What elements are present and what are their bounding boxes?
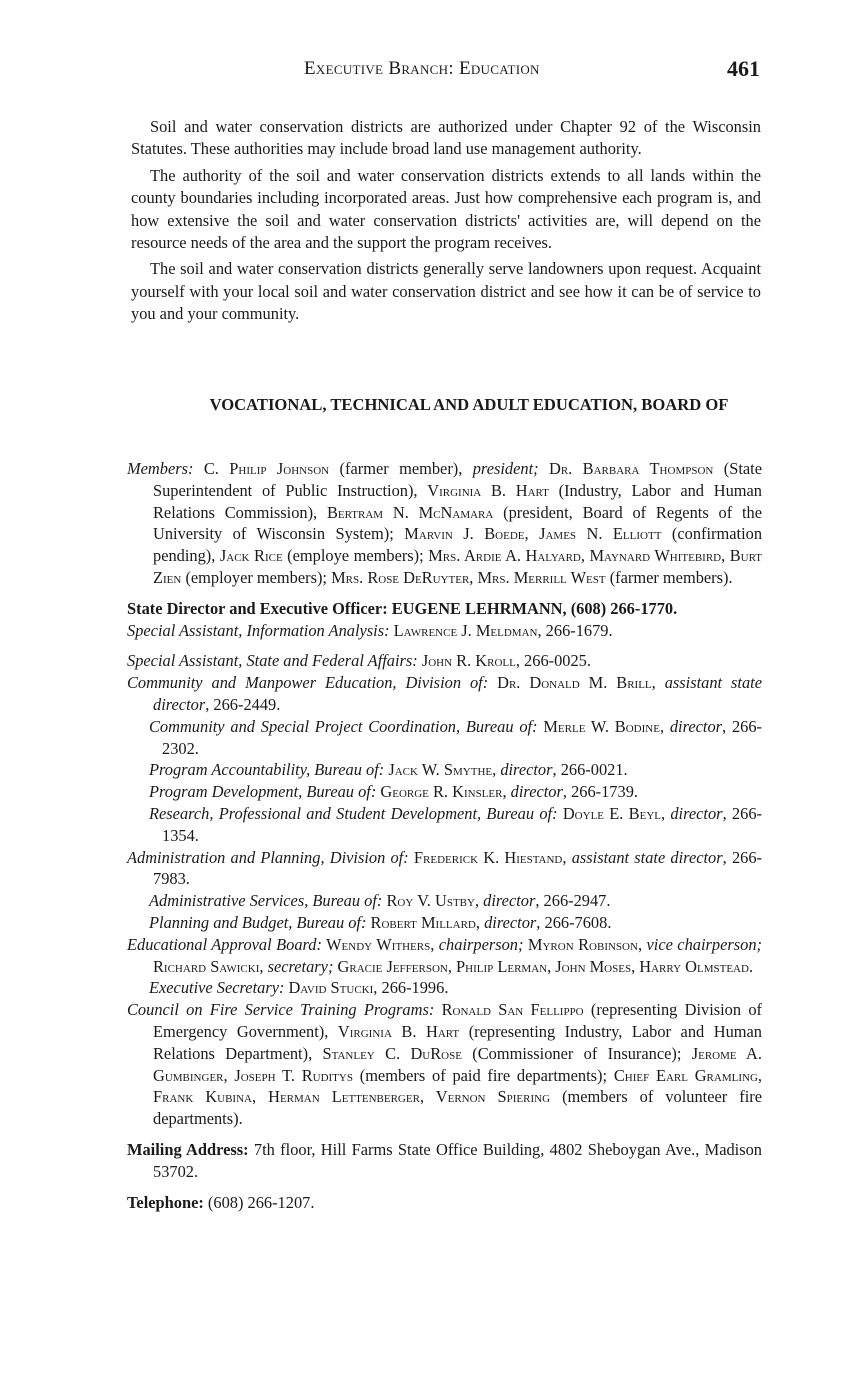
person-role: director [483,891,536,911]
separator: , [651,673,665,693]
page-number: 461 [727,56,760,81]
separator: , [475,912,485,932]
bureau-program-accountability [149,759,762,781]
person-name: Lawrence J. Meldman [389,620,538,640]
entry-label: Mailing Address: [127,1139,249,1159]
separator: , [660,803,671,823]
entry-label: Planning and Budget, Bureau of: [149,912,367,932]
person-name: Jack W. Smythe [384,760,493,780]
person-name: John R. Kroll [417,651,516,671]
running-head [130,58,760,84]
entry-label: Telephone: [127,1192,204,1212]
intro-paragraph: Soil and water conservation districts are authorized under Chapter 92 of the Wisconsin Statutes. These authorities may include broad land use management authority. [131,117,761,159]
member-note: (members of paid fire departments); [352,1065,614,1085]
separator: , [492,760,501,780]
person-name: David Stucki [284,978,374,998]
separator: , [259,956,268,976]
person-role: secretary; [267,956,334,976]
phone: , 266-2947. [535,891,611,911]
person-name: Ronald San Fellippo [434,1000,584,1020]
entry-label: Council on Fire Service Training Programs: [127,1000,435,1020]
person-role: vice chairperson; [646,934,762,954]
phone: , 266-1354. [162,803,762,845]
member-name: Dr. Barbara Thompson [538,459,714,478]
separator: . [748,956,754,976]
entry-label: Community and Special Project Coordination, Bureau of: [149,716,538,736]
member-name: Mrs. Ardie A. Halyard, Maynard Whitebird, Burt Zien [153,546,762,587]
member-name: C. Philip Johnson [203,459,330,478]
entry-label: Research, Professional and Student Development, Bureau of: [149,803,558,823]
member-name: Virginia B. Hart [427,480,549,500]
person-name: Gracie Jefferson, Philip Lerman, John Moses, Harry Olmstead [333,956,749,976]
division-community-manpower [127,672,762,716]
phone: , 266-0025. [515,651,591,671]
separator: , [659,716,670,736]
phone: , 266-2302. [162,716,762,758]
special-assistant-info [127,620,762,642]
phone: , 266-1679. [537,620,613,640]
member-name: Bertram N. McNamara [326,502,494,522]
entry-label: Program Development, Bureau of: [149,782,377,802]
person-name: Virginia B. Hart [337,1021,460,1041]
phone: , 266-2449. [205,694,281,714]
person-role: assistant state director [153,673,762,714]
member-name: Marvin J. Boede, James N. Elliott [404,524,662,544]
separator: , [562,847,572,867]
bureau-program-development [149,781,762,803]
entry-label: Administrative Services, Bureau of: [149,891,383,911]
member-note: (members of volunteer fire departments). [153,1087,762,1129]
member-note: (president, Board of Regents of the University of Wisconsin System); [153,502,762,544]
entry-label: Members: [127,459,194,478]
mailing-address [127,1139,762,1183]
person-role: director [484,912,537,932]
person-name: Frederick K. Hiestand [408,847,563,867]
entry-label: Special Assistant, Information Analysis: [127,620,390,640]
person-name: Merle W. Bodine [537,716,660,736]
person-name: Doyle E. Beyl [557,803,661,823]
telephone [127,1192,762,1214]
person-name: Jerome A. Gumbinger, Joseph T. Ruditys [153,1043,762,1085]
intro-paragraph: The authority of the soil and water conservation districts extends to all lands within the county boundaries including incorporated areas. Just how comprehensive each program is, and how extensive the soil and water conservation districts' activities are, will depend on the resource needs of the area and the support the program receives. [131,165,761,253]
bureau-administrative-services [149,890,762,912]
member-note: (employe members); [282,546,429,566]
separator: , [637,934,647,954]
person-name: Stanley C. DuRose [322,1043,462,1063]
separator: , [502,782,511,802]
person-name: Chief Earl Gramling, Frank Kubina, Herman Lettenberger, Vernon Spiering [153,1065,762,1107]
entry-label: Special Assistant, State and Federal Affairs: [127,651,418,671]
section-heading: VOCATIONAL, TECHNICAL AND ADULT EDUCATION, BOARD OF [209,395,729,414]
separator: , [474,891,484,911]
person-name: Dr. Donald M. Brill [488,673,652,693]
telephone-value: (608) 266-1207. [203,1192,315,1212]
person-name: Robert Millard [366,912,476,932]
member-note: (employer members); [181,567,332,587]
member-note: (Commissioner of Insurance); [461,1043,692,1063]
directory-entries [127,458,762,1213]
phone: , 266-7983. [153,847,762,889]
member-note: (representing Industry, Labor and Human Relations Department), [153,1021,762,1063]
member-note: (confirmation pending), [153,524,763,566]
entry-label: Executive Secretary: [149,978,285,998]
phone: , 266-7608. [536,912,612,932]
entry-label: Program Accountability, Bureau of: [149,760,385,780]
separator: , [430,934,439,954]
educational-approval-board [127,934,762,978]
person-role: director [500,760,553,780]
phone: , 266-1739. [562,782,638,802]
bureau-research-professional [149,803,762,847]
address-value: 7th floor, Hill Farms State Office Building, 4802 Sheboygan Ave., Madison 53702. [153,1139,762,1181]
director-line: State Director and Executive Officer: EUGENE LEHRMANN, (608) 266-1770. [127,598,678,618]
person-role: director [510,782,563,802]
person-name: Myron Robinson [523,934,638,954]
member-name: Jack Rice [219,546,283,566]
special-assistant-state [127,650,762,672]
phone: , 266-1996. [373,978,449,998]
intro-paragraph: The soil and water conservation districts generally serve landowners upon request. Acquaint yourself with your local soil and water conservation district and see how it can be of service to you and your community. [131,259,761,324]
running-title: Executive Branch: Education [304,58,540,79]
person-name: Wendy Withers [321,934,431,954]
person-name: Richard Sawicki [153,956,260,976]
phone: , 266-0021. [552,760,628,780]
entry-label: Administration and Planning, Division of: [127,847,409,867]
person-role: chairperson; [438,934,524,954]
members-entry [127,458,762,589]
person-role: director [670,803,723,823]
person-name: Roy V. Ustby [382,891,475,911]
member-note: (Industry, Labor and Human Relations Commission), [153,480,762,522]
member-name: Mrs. Rose DeRuyter, Mrs. Merrill West [331,567,606,587]
council-fire-service [127,999,762,1130]
entry-label: Educational Approval Board: [127,934,322,954]
bureau-planning-budget [149,912,762,934]
person-role: assistant state director [571,847,723,867]
member-note: (State Superintendent of Public Instruction), [153,459,762,500]
member-role: president; [472,459,539,478]
person-role: director [669,716,723,736]
bureau-community-special-project [149,716,762,760]
member-note: (farmer member), [329,459,473,478]
division-administration-planning [127,847,762,891]
person-name: George R. Kinsler [376,782,503,802]
executive-secretary [149,977,762,999]
entry-label: Community and Manpower Education, Division of: [127,673,489,693]
member-note: (farmer members). [605,567,733,587]
member-note: (representing Division of Emergency Government), [153,1000,762,1041]
intro-text [131,116,761,330]
